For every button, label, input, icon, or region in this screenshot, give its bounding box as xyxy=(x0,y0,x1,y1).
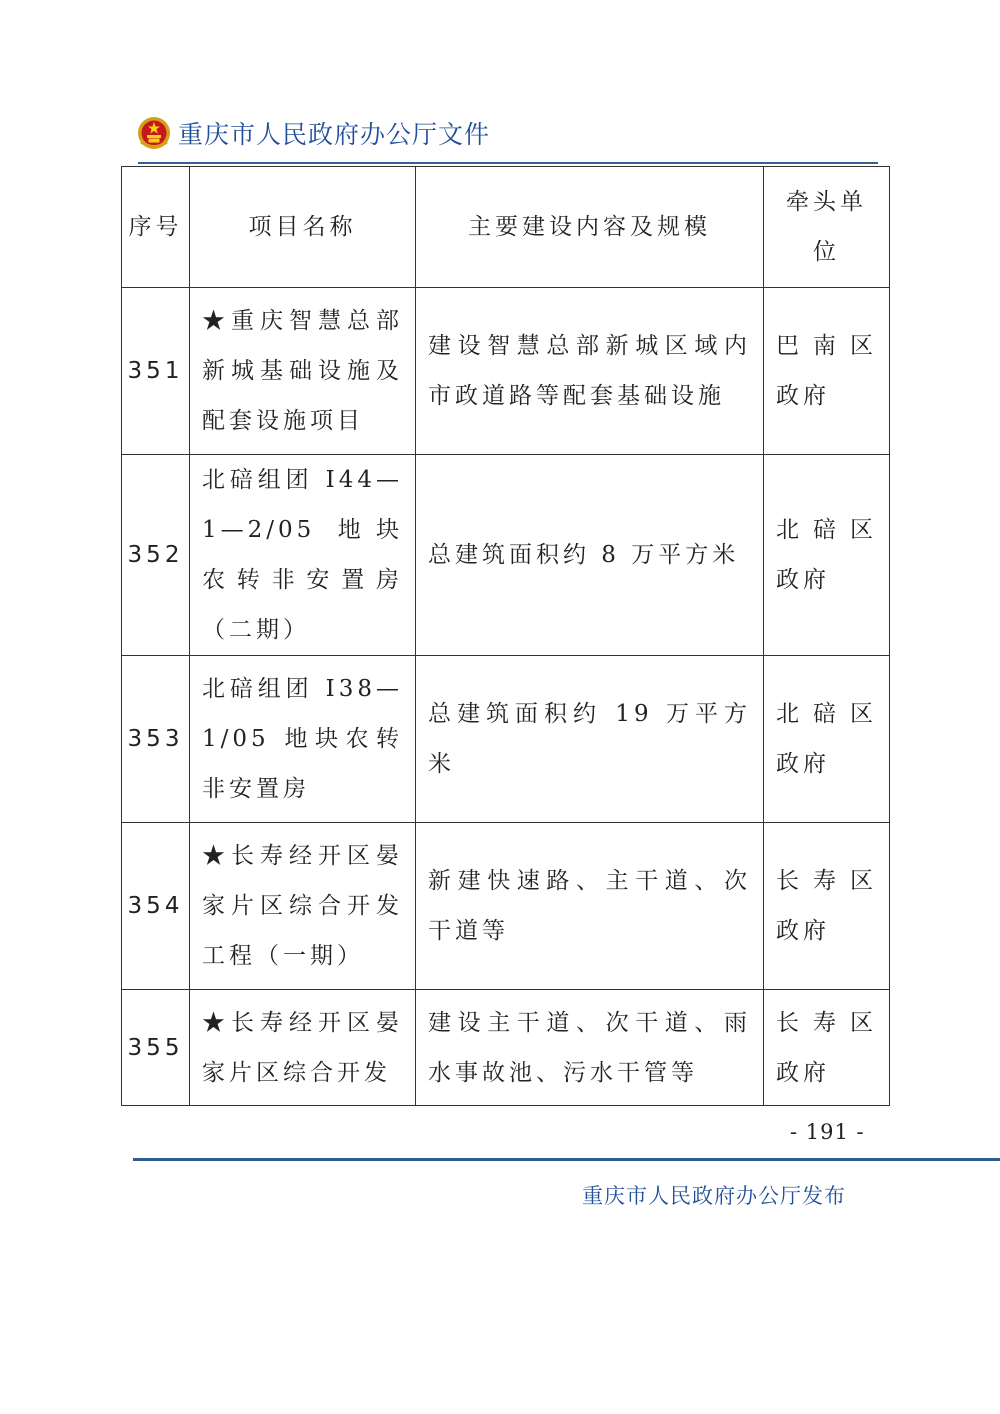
unit-district-char: 寿 xyxy=(813,1009,840,1036)
row-unit xyxy=(764,823,890,990)
row-project-name: 北碚组团 I44—1—2/05 地块农转非安置房（二期） xyxy=(190,455,416,656)
unit-district-char: 碚 xyxy=(813,517,840,543)
unit-district xyxy=(776,998,877,1048)
row-seq: 352 xyxy=(122,455,190,656)
unit-district-char: 巴 xyxy=(776,333,803,359)
row-content: 总建筑面积约 8 万平方米 xyxy=(416,455,764,656)
row-content: 建设主干道、次干道、雨水事故池、污水干管等 xyxy=(416,990,764,1106)
table-row xyxy=(122,990,890,1106)
project-table xyxy=(121,166,890,1106)
unit-district xyxy=(776,689,877,739)
national-emblem-icon xyxy=(136,115,172,151)
footer-publisher: 重庆市人民政府办公厅发布 xyxy=(582,1184,846,1208)
footer-divider xyxy=(133,1158,1000,1161)
document-header-title: 重庆市人民政府办公厅文件 xyxy=(178,120,491,149)
unit-gov: 政府 xyxy=(776,918,830,944)
page-number: - 191 - xyxy=(790,1120,865,1144)
row-project-name: ★重庆智慧总部新城基础设施及配套设施项目 xyxy=(190,288,416,455)
row-seq: 353 xyxy=(122,656,190,823)
row-unit xyxy=(764,455,890,656)
table-row xyxy=(122,656,890,823)
row-content: 建设智慧总部新城区域内市政道路等配套基础设施 xyxy=(416,288,764,455)
unit-district xyxy=(776,505,877,555)
header-seq: 序号 xyxy=(122,167,190,288)
table-row xyxy=(122,455,890,656)
table-header-row xyxy=(122,167,890,288)
header-divider xyxy=(138,162,878,164)
unit-district-char: 北 xyxy=(776,517,803,543)
row-project-name: 北碚组团 I38—1/05 地块农转非安置房 xyxy=(190,656,416,823)
unit-gov: 政府 xyxy=(776,1059,830,1086)
unit-district-char: 寿 xyxy=(813,868,840,894)
row-unit xyxy=(764,288,890,455)
unit-district-char: 区 xyxy=(850,517,877,543)
row-seq: 354 xyxy=(122,823,190,990)
row-seq: 355 xyxy=(122,990,190,1106)
table-row xyxy=(122,288,890,455)
unit-gov: 政府 xyxy=(776,751,830,777)
header-unit: 牵头单位 xyxy=(764,167,890,288)
unit-district-char: 碚 xyxy=(813,701,840,727)
unit-district-char: 区 xyxy=(850,868,877,894)
unit-district-char: 长 xyxy=(776,868,803,894)
table-row xyxy=(122,823,890,990)
row-project-name: ★长寿经开区晏家片区综合开发工程（一期） xyxy=(190,823,416,990)
unit-district-char: 长 xyxy=(776,1009,803,1036)
row-content: 总建筑面积约 19 万平方米 xyxy=(416,656,764,823)
project-table-container xyxy=(121,166,889,1106)
header-content: 主要建设内容及规模 xyxy=(416,167,764,288)
row-content: 新建快速路、主干道、次干道等 xyxy=(416,823,764,990)
unit-district-char: 南 xyxy=(813,333,840,359)
row-unit xyxy=(764,656,890,823)
unit-gov: 政府 xyxy=(776,383,830,409)
unit-district-char: 区 xyxy=(850,333,877,359)
unit-district xyxy=(776,856,877,906)
unit-gov: 政府 xyxy=(776,567,830,593)
unit-district-char: 北 xyxy=(776,701,803,727)
unit-district-char: 区 xyxy=(850,701,877,727)
row-project-name: ★长寿经开区晏家片区综合开发 xyxy=(190,990,416,1106)
row-seq: 351 xyxy=(122,288,190,455)
header-name: 项目名称 xyxy=(190,167,416,288)
unit-district xyxy=(776,321,877,371)
row-unit xyxy=(764,990,890,1106)
document-header xyxy=(136,110,490,156)
unit-district-char: 区 xyxy=(850,1009,877,1036)
